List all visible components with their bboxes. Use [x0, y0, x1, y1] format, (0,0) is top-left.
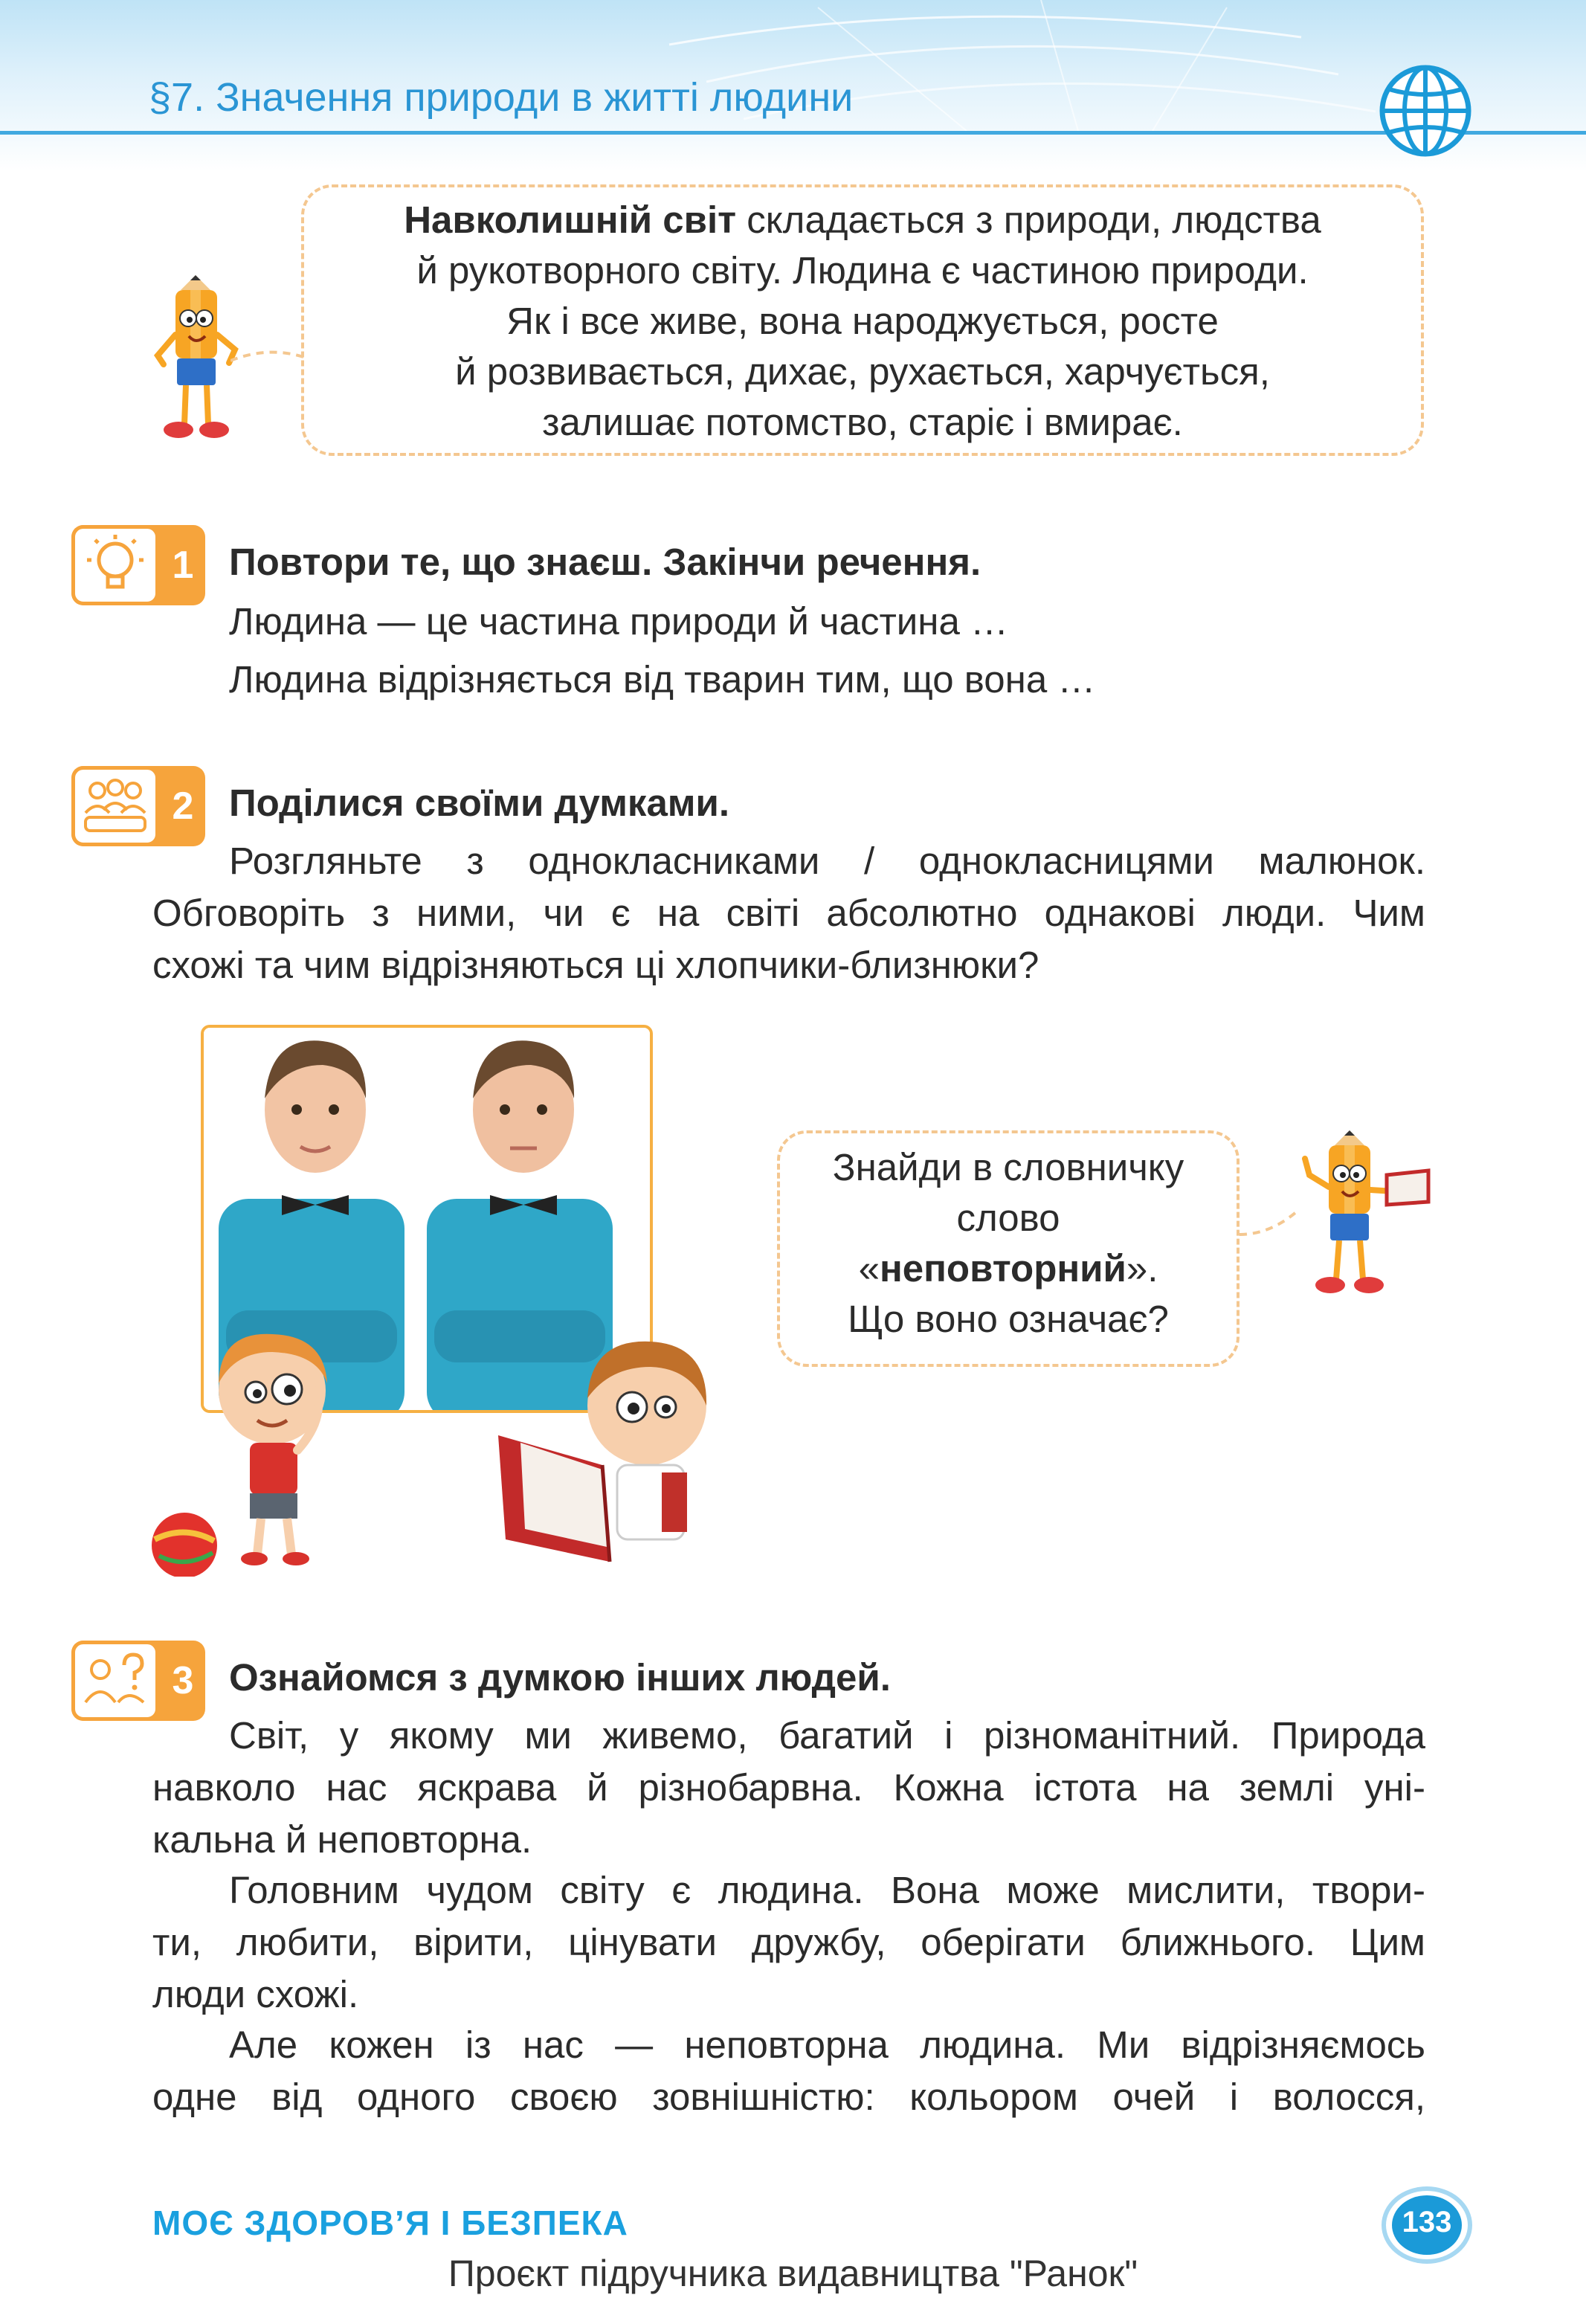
task3-title: Ознайомся з думкою інших людей.: [229, 1656, 891, 1699]
dictionary-line: Знайди в словничку: [832, 1146, 1184, 1188]
task-badge-2: [71, 766, 205, 846]
intro-text: [323, 195, 1402, 448]
task2-line: схожі та чим відрізняються ці хлопчики-близнюки?: [152, 944, 1039, 986]
task2-title: Поділися своїми думками.: [229, 782, 730, 824]
quote-close: ».: [1126, 1247, 1158, 1290]
task3-line-text: навколо нас яскрава й різнобарвна. Кожна істота на землі уні-: [152, 1766, 1425, 1809]
task1-title: Повтори те, що знаєш. Закінчи речення.: [229, 541, 981, 583]
dictionary-line: [784, 1243, 1232, 1294]
footer-series-title: МОЄ ЗДОРОВ’Я І БЕЗПЕКА: [152, 2204, 628, 2242]
task1-line: Людина — це частина природи й частина …: [229, 600, 1008, 643]
intro-line: й розвивається, дихає, рухається, харчується,: [455, 350, 1270, 393]
group-icon: [75, 770, 155, 843]
footer-note: Проєкт підручника видавництва "Ранок": [448, 2253, 1138, 2294]
task3-line: кальна й неповторна.: [152, 1818, 532, 1861]
task-number: 2: [172, 785, 194, 828]
intro-line-rest: складається з природи, людства: [736, 199, 1321, 241]
task3-line: [152, 1920, 1425, 1964]
task3-line: [229, 2023, 1425, 2067]
intro-line: Як і все живе, вона народжується, росте: [506, 300, 1219, 342]
dictionary-text: [784, 1142, 1232, 1345]
task2-line-text: Обговоріть з ними, чи є на світі абсолютно однакові люди. Чим: [152, 892, 1425, 934]
task2-line: [229, 839, 1425, 883]
task3-line: [152, 2075, 1425, 2119]
pencil-mascot-icon: [147, 275, 244, 450]
boy-with-ball-illustration: [146, 1309, 354, 1577]
task-icon-box: [71, 1641, 159, 1721]
task3-line-text: Світ, у якому ми живемо, багатий і різноманітний. Природа: [229, 1714, 1425, 1757]
task-icon-box: [71, 766, 159, 846]
task-badge-1: [71, 525, 205, 605]
task1-line: Людина відрізняється від тварин тим, що вона …: [229, 658, 1096, 701]
intro-line: й рукотворного світу. Людина є частиною природи.: [416, 249, 1309, 292]
task3-line-text: Але кожен із нас — неповторна людина. Ми відрізняємось: [229, 2024, 1425, 2066]
task-icon-box: [71, 525, 159, 605]
header-rule: [0, 131, 1586, 135]
pencil-mascot-with-book-icon: [1290, 1130, 1431, 1309]
task3-line: [229, 1868, 1425, 1912]
people-question-icon: [75, 1644, 155, 1717]
task3-line: [229, 1713, 1425, 1757]
task2-line: [152, 891, 1425, 935]
section-title: §7. Значення природи в житті людини: [149, 75, 854, 120]
intro-line: залишає потомство, старіє і вмирає.: [542, 401, 1183, 443]
quote-open: «: [858, 1247, 880, 1290]
intro-term: Навколишній світ: [404, 199, 737, 241]
task3-line: люди схожі.: [152, 1973, 359, 2015]
page-number: 133: [1402, 2206, 1452, 2238]
task3-line: [152, 1765, 1425, 1809]
dictionary-line: слово: [956, 1197, 1060, 1239]
globe-icon: [1377, 62, 1474, 159]
boy-with-book-illustration: [476, 1324, 729, 1577]
speech-connector: [231, 338, 305, 383]
dictionary-word: неповторний: [879, 1247, 1126, 1290]
task-number: 1: [172, 544, 194, 587]
task3-line-text: ти, любити, вірити, цінувати дружбу, оберігати ближнього. Цим: [152, 1921, 1425, 1963]
task3-line-text: Головним чудом світу є людина. Вона може мислити, твори-: [229, 1869, 1425, 1911]
dictionary-line: Що воно означає?: [848, 1298, 1169, 1340]
lightbulb-icon: [75, 529, 155, 602]
task-badge-3: [71, 1641, 205, 1721]
task2-line-text: Розгляньте з однокласниками / однокласницями малюнок.: [229, 840, 1425, 882]
task3-line-text: одне від одного своєю зовнішністю: кольором очей і волосся,: [152, 2076, 1425, 2118]
intro-line: [323, 195, 1402, 245]
task-number: 3: [172, 1659, 194, 1702]
